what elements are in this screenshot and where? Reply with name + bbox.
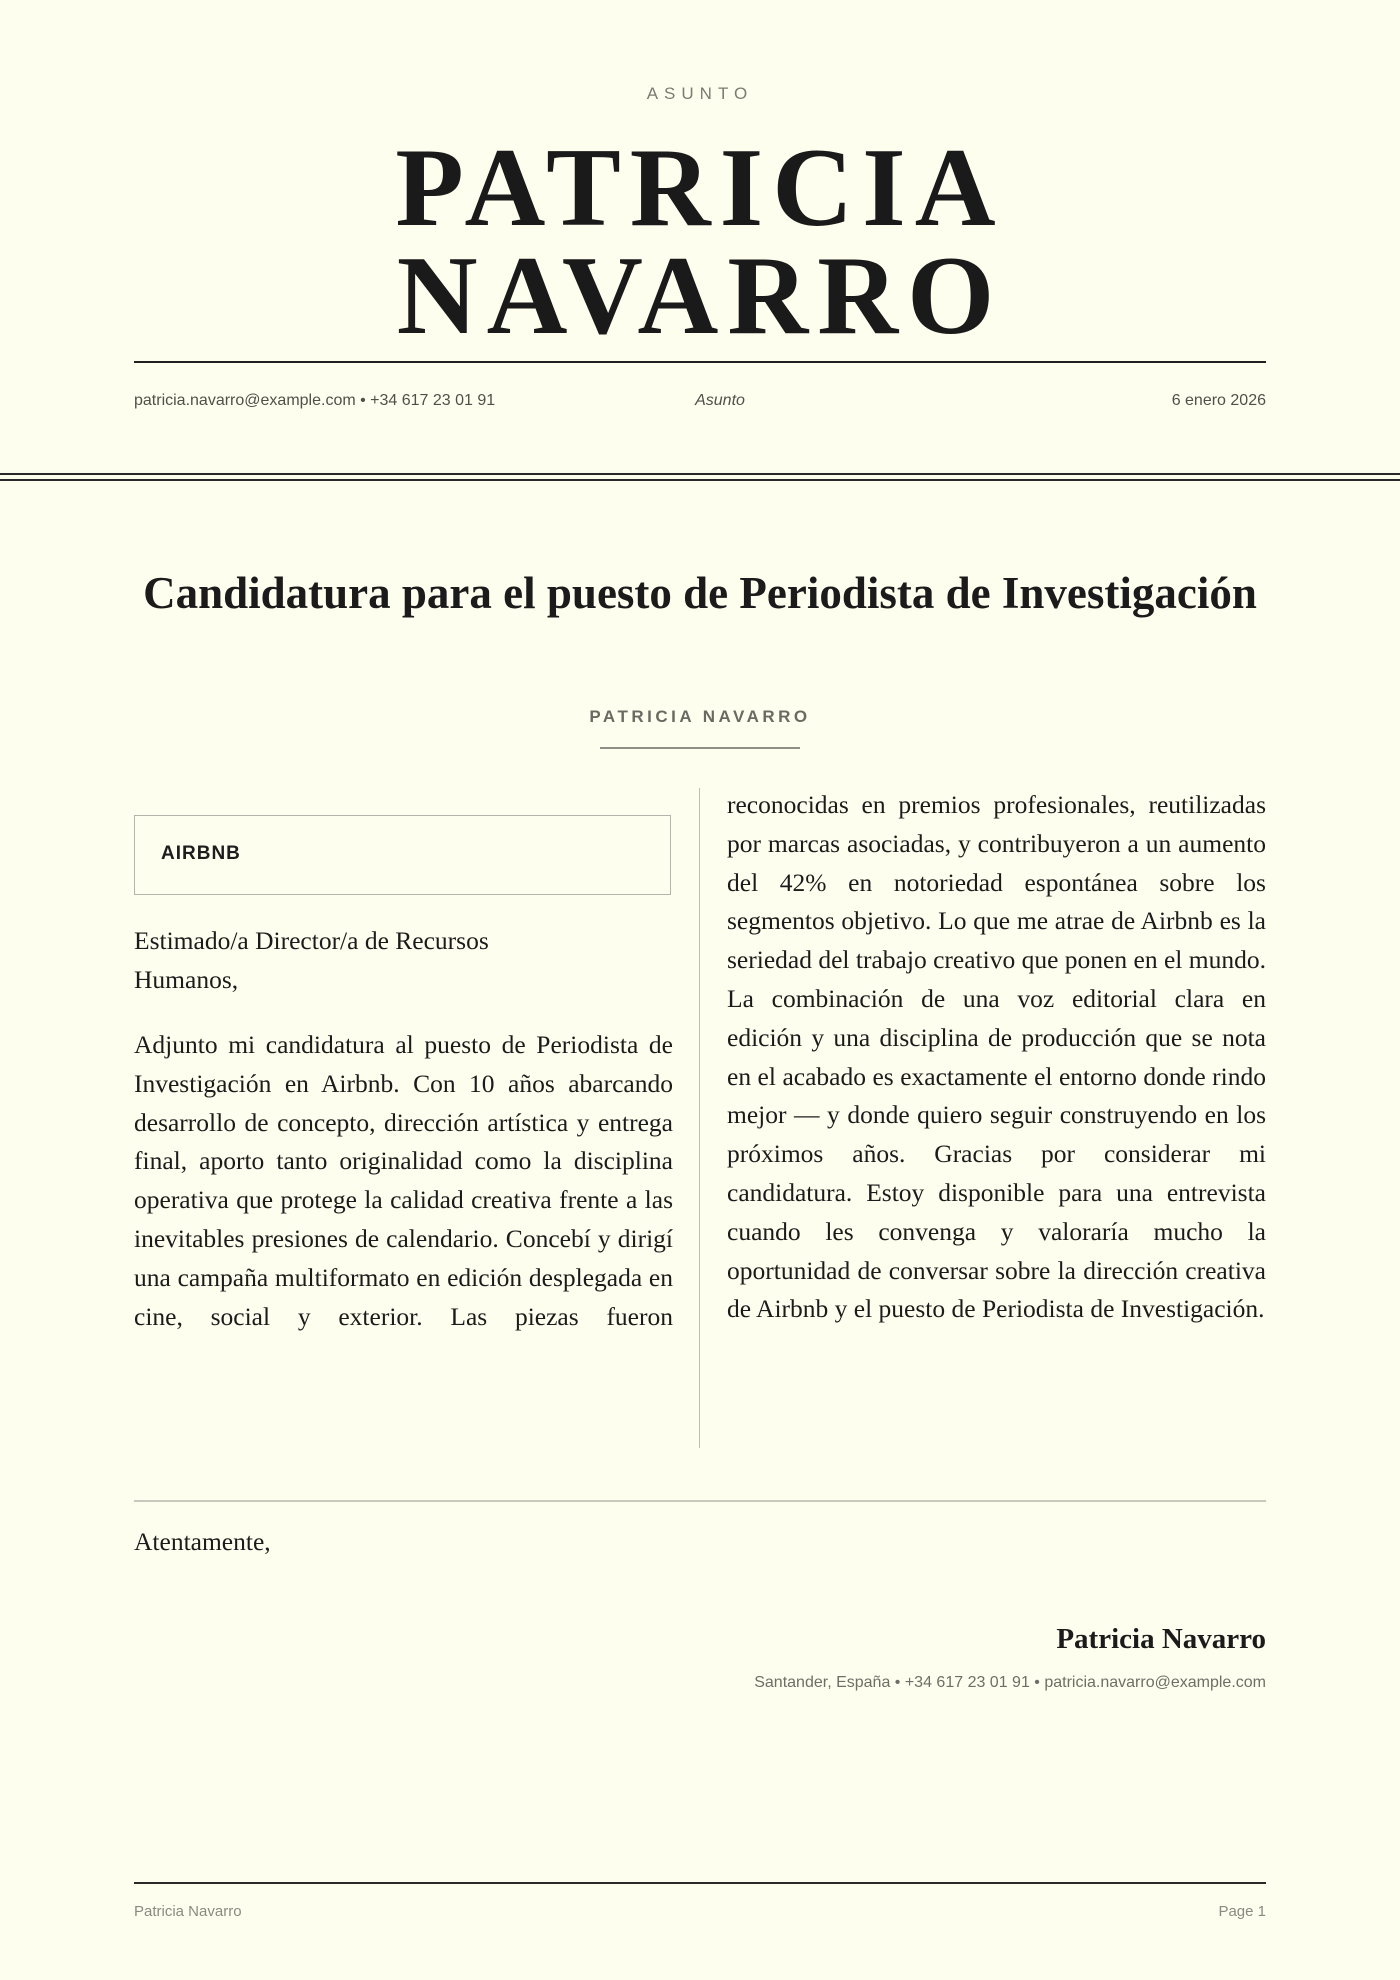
body-paragraph-left: Adjunto mi candidatura al puesto de Periodista de Investigación en Airbnb. Con 10 años abarcando desarrollo de concepto, dirección artística y entrega final, aporto tanto originalidad como la disciplina operativa que protege la calidad creativa frente a las inevitables presiones de calendario. Concebí y dirigí una campaña multiformato en edición desplegada en cine, social y exterior. Las piezas fueron bbox=[134, 1030, 673, 1331]
masthead-rule bbox=[134, 361, 1266, 363]
header-divider-top bbox=[0, 473, 1400, 475]
closing-rule bbox=[134, 1500, 1266, 1502]
salutation: Estimado/a Director/a de Recursos Humanos, bbox=[134, 926, 489, 994]
header-divider-bottom bbox=[0, 479, 1400, 481]
footer-page-number: Page 1 bbox=[1218, 1903, 1266, 1920]
letter-title: Candidatura para el puesto de Periodista de Investigación bbox=[143, 568, 1257, 618]
recipient-company-box bbox=[134, 815, 671, 895]
header-contact: patricia.navarro@example.com • +34 617 23 01 91 bbox=[134, 392, 496, 409]
signature-contact: Santander, España • +34 617 23 01 91 • patricia.navarro@example.com bbox=[754, 1674, 1266, 1691]
letter-byline: PATRICIA NAVARRO bbox=[589, 707, 811, 726]
body-paragraph-right: reconocidas en premios profesionales, reutilizadas por marcas asociadas, y contribuyeron a un aumento del 42% en notoriedad espontánea sobre los segmentos objetivo. Lo que me atrae de Airbnb es la seriedad del trabajo creativo que ponen en el mundo. La combinación de una voz editorial clara en edición y una disciplina de producción que se nota en el acabado es exactamente el entorno donde rindo mejor — y donde quiero seguir construyendo en los próximos años. Gracias por considerar mi candidatura. Estoy disponible para una entrevista cuando les convenga y valoraría mucho la oportunidad de conversar sobre la dirección creativa de Airbnb y el puesto de Periodista de Investigación. bbox=[727, 790, 1266, 1324]
header-date: 6 enero 2026 bbox=[1171, 392, 1266, 409]
signature-name: Patricia Navarro bbox=[1056, 1623, 1266, 1655]
recipient-company: AIRBNB bbox=[161, 843, 241, 864]
footer-rule bbox=[134, 1882, 1266, 1884]
masthead-kicker: ASUNTO bbox=[646, 84, 754, 103]
byline-rule bbox=[600, 747, 800, 749]
footer-author: Patricia Navarro bbox=[134, 1903, 242, 1920]
header-subject: Asunto bbox=[695, 392, 745, 409]
masthead-name-last: NAVARRO bbox=[396, 234, 1004, 358]
column-divider bbox=[699, 788, 700, 1448]
masthead-name-first: PATRICIA bbox=[395, 126, 1005, 250]
closing: Atentamente, bbox=[134, 1527, 271, 1556]
